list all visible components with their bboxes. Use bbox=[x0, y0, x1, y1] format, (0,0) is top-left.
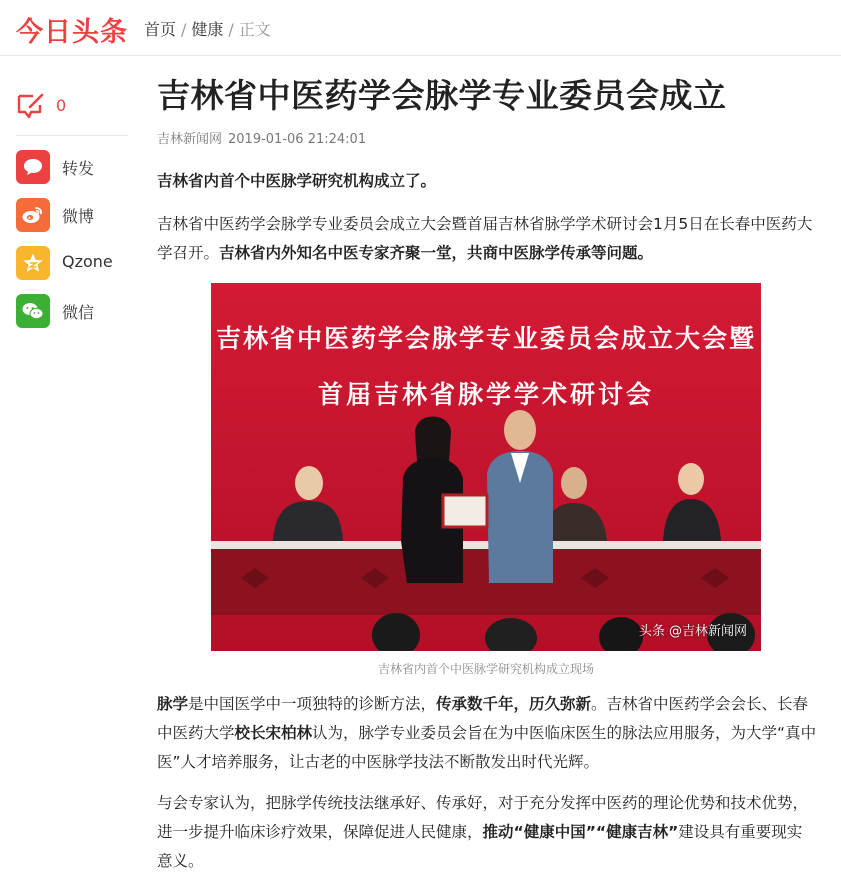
photo-caption: 吉林省内首个中医脉学研究机构成立现场 bbox=[377, 662, 594, 676]
share-weibo-button[interactable] bbox=[16, 198, 128, 246]
paragraph-bold: 脉学 bbox=[157, 695, 189, 713]
paragraph-text: 与会专家认为，把脉学传统技法继承好、传承好，对于充分发挥中医药的理论优势和技术优势，进一步提升临床诊疗效果，保障促进人民健康， bbox=[157, 794, 809, 841]
article-datetime: 2019-01-06 21:24:01 bbox=[228, 132, 367, 147]
paragraph-text: 建设具有重要现实意义。 bbox=[157, 823, 803, 870]
comment-edit-icon bbox=[16, 92, 46, 120]
paragraph-bold: 推动“健康中国”“健康吉林” bbox=[482, 823, 679, 841]
share-repost-label: 转发 bbox=[62, 159, 95, 178]
share-qzone-button[interactable] bbox=[16, 246, 128, 294]
share-repost-button[interactable] bbox=[16, 150, 128, 198]
weibo-icon bbox=[16, 198, 50, 232]
toutiao-logo[interactable]: 今日头条 bbox=[16, 17, 128, 48]
paragraph-bold: 吉林省内外知名中医专家齐聚一堂，共商中医脉学传承等问题。 bbox=[219, 244, 654, 262]
article-body-continued bbox=[157, 690, 817, 876]
article-lead: 吉林省内首个中医脉学研究机构成立了。 bbox=[157, 172, 437, 190]
top-header bbox=[0, 0, 841, 56]
repost-icon bbox=[16, 150, 50, 184]
photo-watermark: 头条 @吉林新闻网 bbox=[638, 624, 747, 639]
comment-count: 0 bbox=[56, 96, 67, 115]
photo-banner-line-1: 吉林省中医药学会脉学专业委员会成立大会暨 bbox=[215, 324, 756, 353]
share-weibo-label: 微博 bbox=[62, 207, 95, 226]
share-wechat-button[interactable] bbox=[16, 294, 128, 342]
article-source[interactable]: 吉林新闻网 bbox=[157, 132, 223, 147]
breadcrumb bbox=[144, 17, 271, 40]
breadcrumb-home[interactable]: 首页 bbox=[144, 20, 177, 39]
article-photo[interactable] bbox=[211, 283, 761, 651]
breadcrumb-current: 正文 bbox=[238, 20, 271, 39]
share-wechat-label: 微信 bbox=[62, 303, 95, 322]
photo-banner-line-2: 首届吉林省脉学学术研讨会 bbox=[317, 380, 654, 409]
paragraph-bold: 校长宋柏林 bbox=[234, 724, 313, 742]
photo-canvas bbox=[211, 283, 761, 651]
article-paragraph-2 bbox=[157, 690, 817, 777]
share-sidebar bbox=[16, 84, 128, 342]
paragraph-text: 。吉林省中医药学会会长、长春中医药大学 bbox=[157, 695, 809, 742]
paragraph-text: 是中国医学中一项独特的诊断方法， bbox=[188, 695, 437, 713]
article bbox=[157, 72, 817, 268]
article-title: 吉林省中医药学会脉学专业委员会成立 bbox=[157, 76, 727, 115]
breadcrumb-separator: / bbox=[181, 20, 187, 39]
paragraph-text: 吉林省中医药学会脉学专业委员会成立大会暨首届吉林省脉学学术研讨会1月5日在长春中医药大学召开。 bbox=[157, 215, 813, 262]
share-qzone-label: Qzone bbox=[62, 252, 113, 271]
article-meta bbox=[157, 128, 817, 147]
breadcrumb-category[interactable]: 健康 bbox=[191, 20, 224, 39]
comment-button[interactable] bbox=[16, 84, 128, 136]
paragraph-text: 认为，脉学专业委员会旨在为中医临床医生的脉法应用服务，为大学“真中医”人才培养服务，让古老的中医脉学技法不断散发出时代光辉。 bbox=[157, 724, 817, 771]
breadcrumb-separator: / bbox=[228, 20, 234, 39]
article-paragraph-1 bbox=[157, 210, 817, 268]
qzone-icon bbox=[16, 246, 50, 280]
wechat-icon bbox=[16, 294, 50, 328]
paragraph-bold: 传承数千年，历久弥新 bbox=[436, 695, 592, 713]
article-paragraph-3 bbox=[157, 789, 817, 876]
